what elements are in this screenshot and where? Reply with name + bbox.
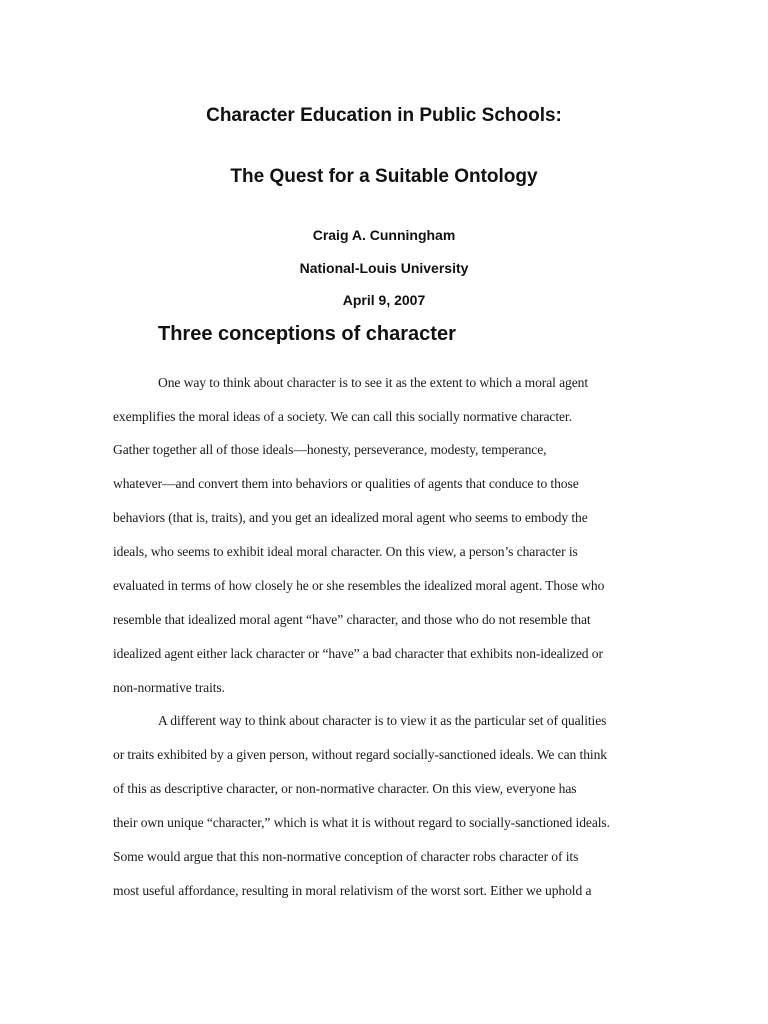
paragraph-line: exemplifies the moral ideas of a society. We can call this socially normative character. bbox=[113, 409, 572, 424]
paragraph-line: most useful affordance, resulting in moral relativism of the worst sort. Either we uphold a bbox=[113, 883, 592, 898]
author-affiliation: National-Louis University bbox=[299, 260, 469, 276]
paragraph-line: ideals, who seems to exhibit ideal moral character. On this view, a person’s character is bbox=[113, 544, 578, 559]
paragraph-line: or traits exhibited by a given person, without regard socially-sanctioned ideals. We can think bbox=[113, 747, 607, 762]
paragraph-line: A different way to think about character is to view it as the particular set of qualities bbox=[158, 713, 607, 728]
author-name: Craig A. Cunningham bbox=[312, 227, 456, 243]
paragraph-line: resemble that idealized moral agent “have” character, and those who do not resemble that bbox=[113, 612, 591, 627]
paragraph-line: One way to think about character is to see it as the extent to which a moral agent bbox=[158, 375, 589, 390]
paragraph-line: evaluated in terms of how closely he or she resembles the idealized moral agent. Those who bbox=[113, 578, 605, 593]
paragraph-line: Gather together all of those ideals—honesty, perseverance, modesty, temperance, bbox=[113, 442, 547, 457]
paragraph-line: of this as descriptive character, or non-normative character. On this view, everyone has bbox=[113, 781, 577, 796]
paragraph-line: non-normative traits. bbox=[113, 680, 225, 695]
paragraph-line: behaviors (that is, traits), and you get an idealized moral agent who seems to embody the bbox=[113, 510, 588, 525]
document-date: April 9, 2007 bbox=[342, 292, 426, 308]
paragraph-line: Some would argue that this non-normative conception of character robs character of its bbox=[113, 849, 579, 864]
document-title: Character Education in Public Schools: bbox=[206, 105, 562, 126]
paragraph-line: idealized agent either lack character or “have” a bad character that exhibits non-idealized or bbox=[113, 646, 603, 661]
section-heading: Three conceptions of character bbox=[158, 323, 456, 345]
document-subtitle: The Quest for a Suitable Ontology bbox=[230, 166, 538, 187]
paragraph-line: their own unique “character,” which is what it is without regard to socially-sanctioned ideals. bbox=[113, 815, 610, 830]
paragraph-line: whatever—and convert them into behaviors or qualities of agents that conduce to those bbox=[113, 476, 579, 491]
